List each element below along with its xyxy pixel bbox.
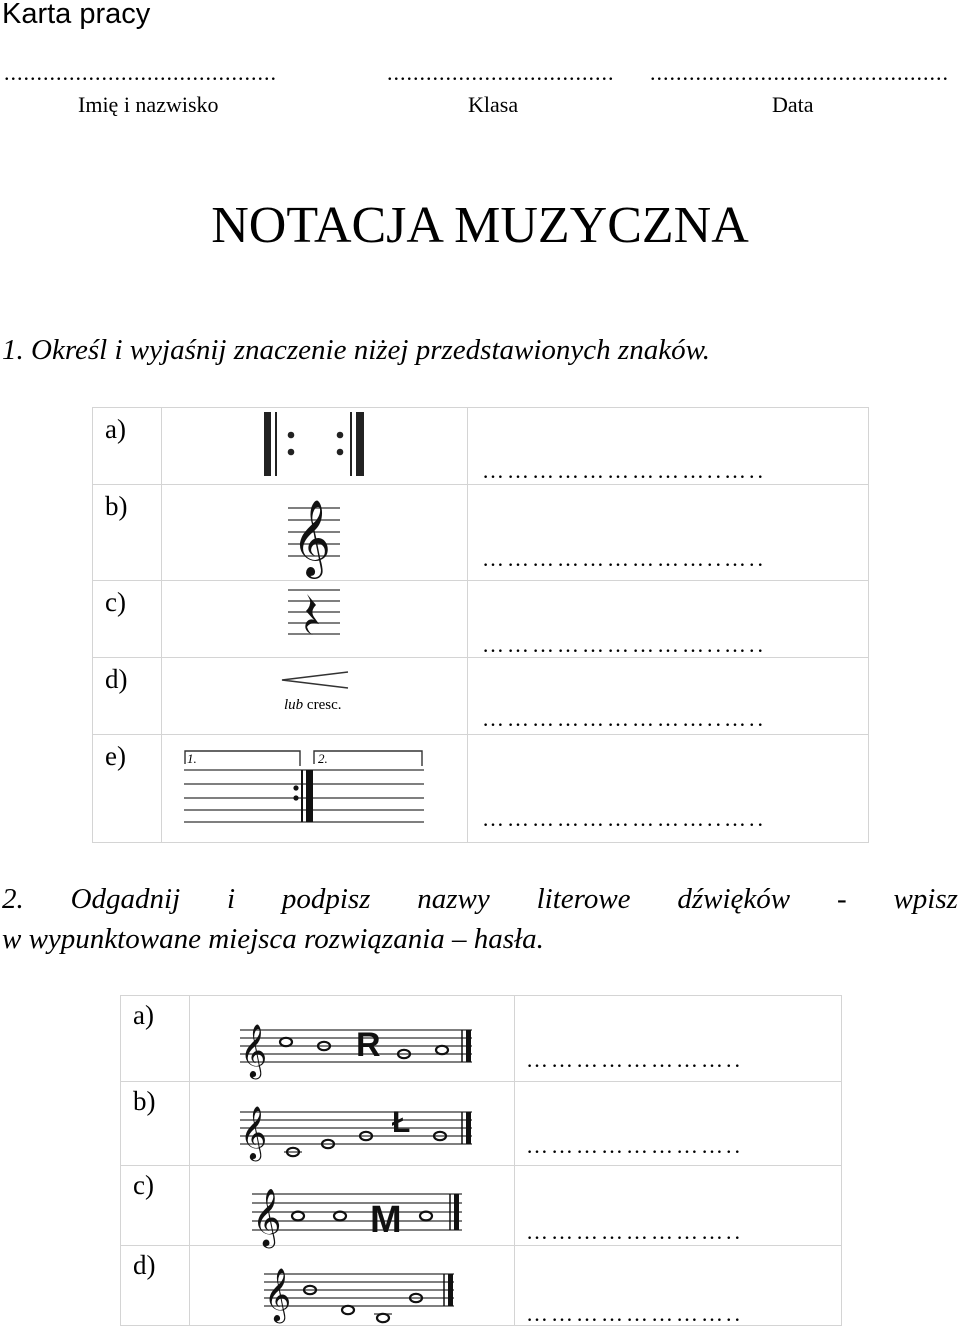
name-dots: .......................................... <box>4 60 277 85</box>
repeat-signs-icon <box>264 412 374 480</box>
task2-letter-a: a) <box>133 1000 154 1030</box>
svg-text:𝄞: 𝄞 <box>252 1188 282 1246</box>
task2-word: literowe <box>536 883 631 915</box>
class-label: Klasa <box>468 92 519 117</box>
task1-answer-b: ………………………..….. <box>482 546 766 571</box>
worksheet-title: Karta pracy <box>2 0 151 30</box>
task2-word: nazwy <box>417 883 490 915</box>
task2-table <box>120 995 842 1326</box>
given-letter-r: R <box>356 1026 381 1064</box>
page-title: NOTACJA MUZYCZNA <box>211 197 749 254</box>
staff-c-icon <box>252 1176 466 1246</box>
task1-letter-b: b) <box>105 491 128 521</box>
name-label: Imię i nazwisko <box>78 92 219 117</box>
task1-answer-c: ………………………..….. <box>482 632 766 657</box>
task2-letter-c: c) <box>133 1170 154 1200</box>
volta-2-label: 2. <box>318 751 328 766</box>
task1-letter-c: c) <box>105 587 126 617</box>
task1-instruction: 1. Określ i wyjaśnij znaczenie niżej przedstawionych znaków. <box>2 334 711 366</box>
task2-answer-d: …………………….. <box>526 1301 743 1326</box>
task2-word: dźwięków <box>677 883 791 915</box>
task1-letter-d: d) <box>105 664 128 694</box>
class-dots: ................................... <box>387 60 615 85</box>
cresc-lub: lub <box>284 697 304 713</box>
crescendo-hairpin-icon <box>280 668 360 694</box>
svg-text:𝄞: 𝄞 <box>240 1105 268 1159</box>
given-letter-l: Ł <box>392 1106 411 1139</box>
treble-clef-icon <box>288 488 348 576</box>
given-letter-m: M <box>370 1199 402 1241</box>
staff-a-icon <box>240 1008 476 1078</box>
task2-word: wpisz <box>893 883 958 915</box>
svg-text:𝄞: 𝄞 <box>240 1023 268 1077</box>
staff-b-icon <box>240 1094 476 1164</box>
task1-letter-a: a) <box>105 414 126 444</box>
task1-answer-e: ………………………..….. <box>482 806 766 831</box>
task2-letter-d: d) <box>133 1250 156 1280</box>
task1-letter-e: e) <box>105 741 126 771</box>
task2-word: - <box>836 883 847 915</box>
task2-answer-a: …………………….. <box>526 1047 743 1072</box>
crescendo-label <box>284 697 341 714</box>
volta-1-label: 1. <box>187 751 197 766</box>
quarter-rest-icon <box>288 584 348 644</box>
task2-letter-b: b) <box>133 1086 156 1116</box>
staff-d-icon <box>264 1256 460 1328</box>
cresc-text: cresc. <box>306 697 342 713</box>
date-label: Data <box>772 92 814 117</box>
volta-brackets-icon <box>184 748 428 826</box>
date-dots: .............................................. <box>650 60 949 85</box>
task1-answer-d: ………………………..….. <box>482 706 766 731</box>
task2-answer-c: …………………….. <box>526 1219 743 1244</box>
task2-word: i <box>226 883 235 915</box>
svg-text:𝄞: 𝄞 <box>264 1267 292 1321</box>
task2-word: 2. <box>2 883 24 915</box>
task2-instruction-line1 <box>2 883 958 916</box>
task2-word: podpisz <box>281 883 371 915</box>
svg-text:𝄞: 𝄞 <box>292 499 332 576</box>
task2-instruction-line2: w wypunktowane miejsca rozwiązania – hasła. <box>2 923 544 955</box>
task1-answer-a: ………………………..….. <box>482 458 766 483</box>
task2-answer-b: …………………….. <box>526 1133 743 1158</box>
task2-word: Odgadnij <box>70 883 181 915</box>
